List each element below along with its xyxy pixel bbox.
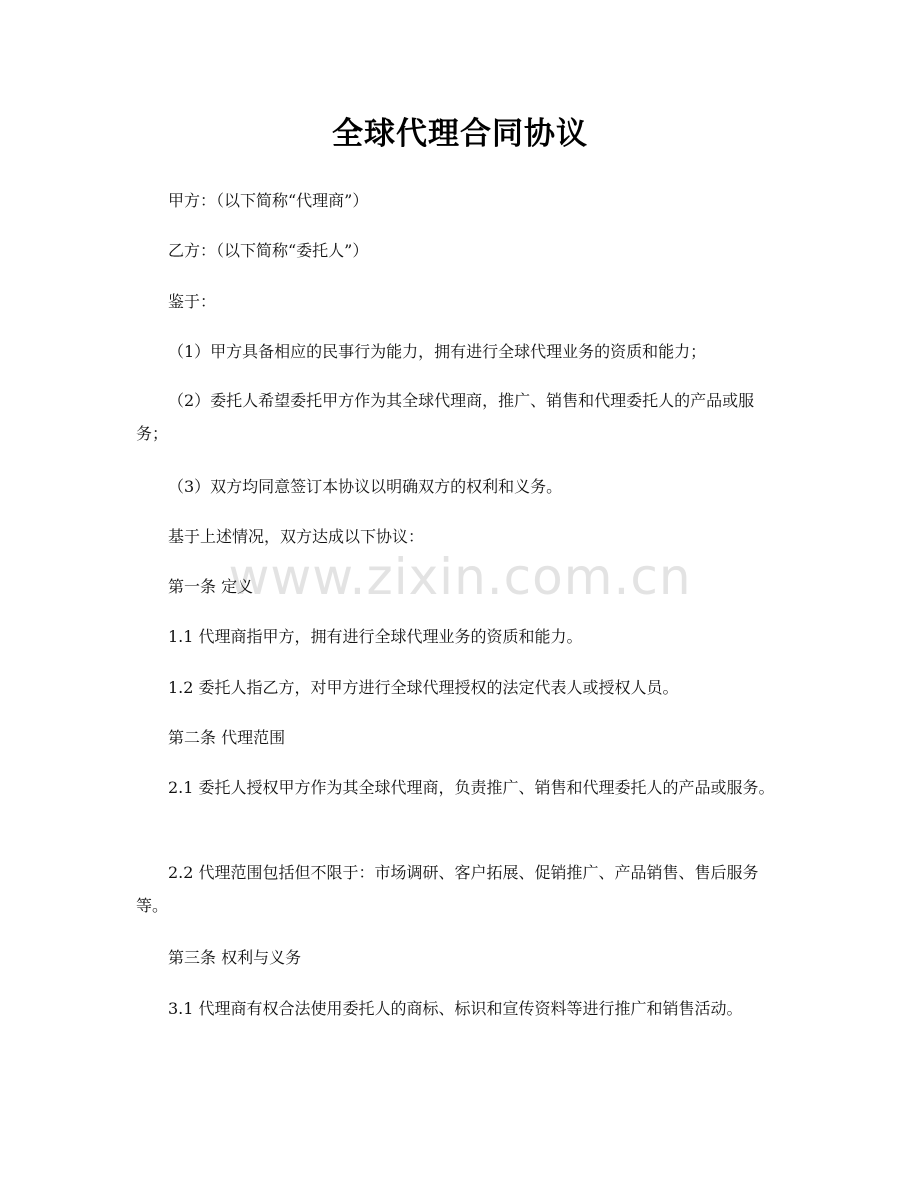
watermark-text: www.zixin.com.cn	[228, 548, 692, 606]
party-b-line: 乙方：（以下简称“委托人”）	[168, 241, 369, 260]
article-2-heading: 第二条 代理范围	[168, 728, 286, 747]
clause-2-2: 2.2 代理范围包括但不限于：市场调研、客户拓展、促销推广、产品销售、售后服务等。	[136, 863, 759, 915]
recital-3: （3）双方均同意签订本协议以明确双方的权利和义务。	[168, 477, 563, 496]
party-a-line: 甲方：（以下简称“代理商”）	[168, 191, 369, 210]
recital-1: （1）甲方具备相应的民事行为能力，拥有进行全球代理业务的资质和能力；	[168, 342, 707, 361]
clause-2-1: 2.1 委托人授权甲方作为其全球代理商，负责推广、销售和代理委托人的产品或服务。	[168, 778, 775, 797]
recital-2: （2）委托人希望委托甲方作为其全球代理商，推广、销售和代理委托人的产品或服务；	[136, 391, 755, 443]
clause-1-1: 1.1 代理商指甲方，拥有进行全球代理业务的资质和能力。	[168, 627, 583, 646]
clause-1-2: 1.2 委托人指乙方，对甲方进行全球代理授权的法定代表人或授权人员。	[168, 678, 679, 697]
document-title: 全球代理合同协议	[332, 116, 588, 152]
clause-3-1: 3.1 代理商有权合法使用委托人的商标、标识和宣传资料等进行推广和销售活动。	[168, 999, 743, 1018]
agreement-intro: 基于上述情况，双方达成以下协议：	[168, 527, 425, 546]
article-3-heading: 第三条 权利与义务	[168, 948, 302, 967]
article-1-heading: 第一条 定义	[168, 577, 254, 596]
whereas-heading: 鉴于：	[168, 292, 217, 311]
